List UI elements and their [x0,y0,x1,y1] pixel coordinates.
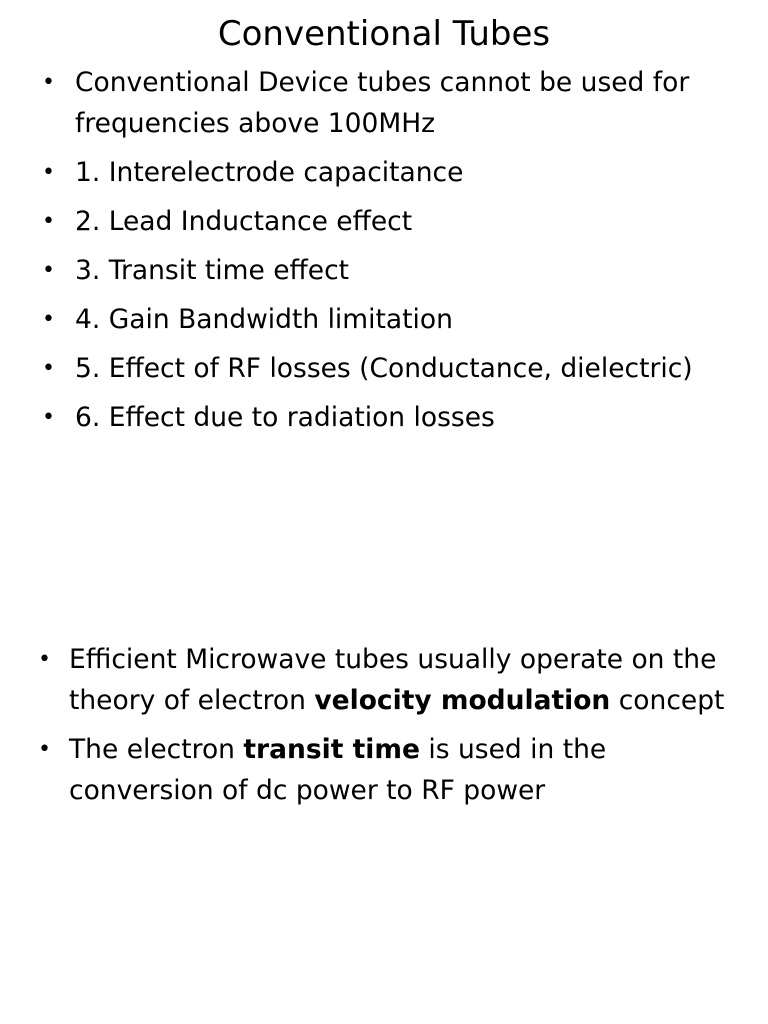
bullet-icon: • [42,70,55,95]
bullet-icon: • [42,160,55,185]
bullet-text [69,734,606,806]
bullet-text: Conventional Device tubes cannot be used for frequencies above 100MHz [75,67,690,139]
bullet-text: 6. Effect due to radiation losses [75,402,495,433]
bold-term: transit time [243,734,420,765]
bullet-icon: • [38,737,51,762]
list-item [38,729,728,811]
bullet-text: 2. Lead Inductance effect [75,206,413,237]
bullet-text: 4. Gain Bandwidth limitation [75,304,453,335]
list-item [42,62,742,144]
microwave-tubes-bullet-list [38,639,728,819]
list-item [38,639,728,721]
bullet-text-part: concept [610,685,725,716]
list-item [42,299,742,340]
bullet-icon: • [42,258,55,283]
limitations-bullet-list [42,62,742,446]
bold-term: velocity modulation [314,685,611,716]
list-item [42,250,742,291]
list-item [42,348,742,389]
bullet-text-part: The electron [69,734,244,765]
bullet-icon: • [42,356,55,381]
bullet-text: 1. Interelectrode capacitance [75,157,464,188]
bullet-text [69,644,724,716]
bullet-text-part: is used in the conversion of dc power to RF power [69,734,607,806]
list-item [42,397,742,438]
bullet-icon: • [42,405,55,430]
bullet-icon: • [42,209,55,234]
list-item [42,152,742,193]
bullet-text-part: Efficient Microwave tubes usually operate on the theory of electron [69,644,717,716]
bullet-text: 3. Transit time effect [75,255,350,286]
slide-title: Conventional Tubes [217,14,551,54]
bullet-text: 5. Effect of RF losses (Conductance, dielectric) [75,353,693,384]
bullet-icon: • [38,647,51,672]
list-item [42,201,742,242]
bullet-icon: • [42,307,55,332]
